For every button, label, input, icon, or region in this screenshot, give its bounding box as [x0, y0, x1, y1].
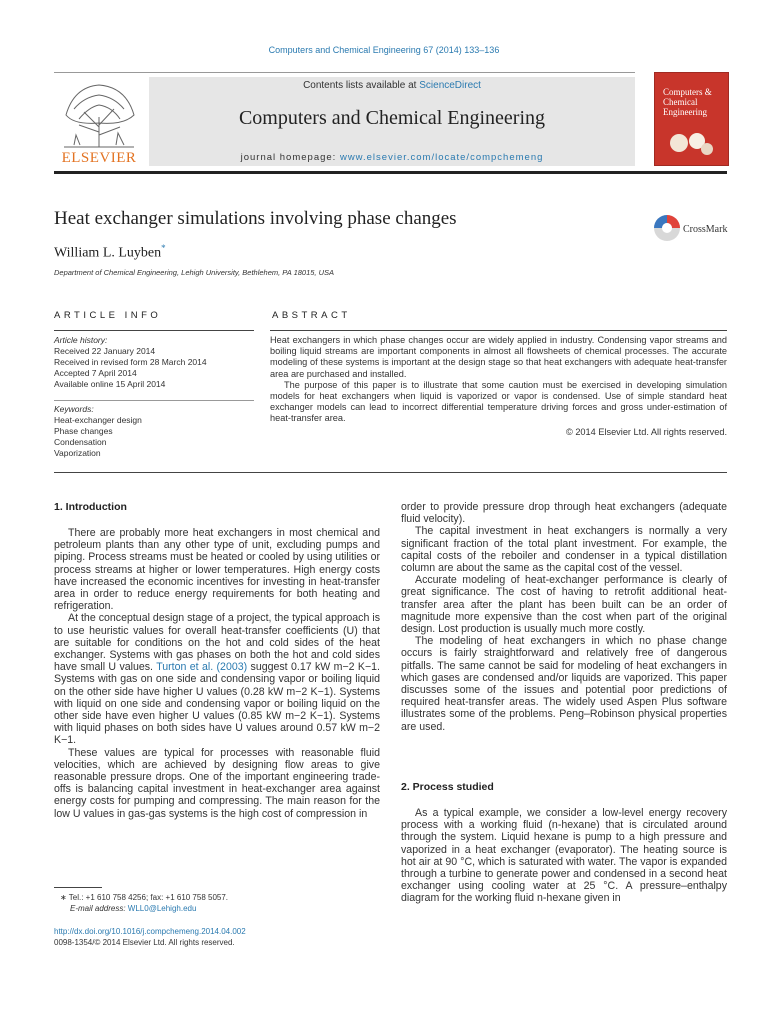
sciencedirect-link[interactable]: ScienceDirect [419, 80, 481, 91]
crossmark-icon[interactable] [652, 212, 682, 244]
email-label: E-mail address: [70, 904, 128, 913]
footnote-rule [54, 887, 102, 888]
cover-title: Computers & Chemical Engineering [663, 87, 712, 117]
abstract-paragraph: Heat exchangers in which phase changes occur are widely applied in industry. Condensing vapor streams and boiling liquid streams are important components in almost all flowsheets of chemical processes. The accurate modeling of these systems is important at the design stage so that heat exchangers with adequate heat-transfer area are purchased and installed. [270, 335, 727, 379]
right-paragraph: The capital investment in heat exchangers is normally a very significant fraction of the total plant investment. For example, the capital costs of the reboiler and condenser in a typical distillation column are about the same as the capital cost of the vessel. [401, 525, 727, 575]
abstract-copyright: © 2014 Elsevier Ltd. All rights reserved. [566, 426, 727, 437]
introduction-heading: 1. Introduction [54, 501, 127, 513]
journal-reference[interactable]: Computers and Chemical Engineering 67 (2014) 133–136 [268, 45, 500, 55]
process-section [401, 807, 727, 905]
keywords-rule [54, 400, 254, 401]
history-received: Received 22 January 2014 [54, 346, 156, 356]
abstract-paragraph: The purpose of this paper is to illustrate that some caution must be exercised in developing simulation models for heat exchangers when liquid is vaporized or vapor is condensed. Use of simple standard heat exchanger models can lead to incorrect differential temperature driving forces and gross under-estimation of heat-transfer area. [270, 379, 727, 424]
crossmark-label[interactable]: CrossMark [683, 224, 728, 235]
doi-link[interactable]: http://dx.doi.org/10.1016/j.compchemeng.2014.04.002 [54, 927, 246, 936]
abstract-heading: ABSTRACT [272, 310, 351, 321]
intro-text: suggest 0.17 kW m−2 K−1. Systems with gas on one side and condensing vapor or boiling liquid on the other side have higher U values (0.28 kW m−2 K−1). Systems with liquid on one side and condensing vapor or boiling liquid on the other side have even higher U values (0.85 kW m−2 K−1). Systems with liquid phases on both sides have U values around 0.57 kW m−2 K−1. [54, 661, 380, 747]
homepage-prefix: journal homepage: [240, 152, 340, 163]
doi-block [54, 926, 380, 948]
keyword-item: Phase changes [54, 426, 113, 436]
abstract-body [270, 335, 727, 438]
article-info-heading: ARTICLE INFO [54, 310, 162, 321]
contents-prefix: Contents lists available at [303, 80, 420, 91]
journal-title: Computers and Chemical Engineering [238, 107, 546, 129]
right-paragraph: The modeling of heat exchangers in which no phase change occurs is fairly straightforward and relatively free of dangerous pitfalls. The same cannot be said for modeling of heat exchangers in which gases are condensed and/or liquids are vaporized. This paper discusses some of the issues and potential poor predictions of required heat-transfer areas. The widely used Aspen Plus software illustrates some of the problems. Peng–Robinson physical properties are used. [401, 635, 727, 733]
right-column [401, 501, 727, 733]
keywords-block [54, 404, 254, 459]
article-info-rule [54, 330, 254, 331]
author-affiliation: Department of Chemical Engineering, Lehigh University, Bethlehem, PA 18015, USA [54, 268, 335, 277]
left-column [54, 527, 380, 820]
turton-citation-link[interactable]: Turton et al. (2003) [156, 661, 248, 674]
abstract-rule [270, 330, 727, 331]
right-paragraph: order to provide pressure drop through heat exchangers (adequate fluid velocity). [401, 501, 727, 526]
abstract-bottom-rule [54, 472, 727, 473]
author-text: William L. Luyben [54, 245, 162, 261]
cover-illustration [665, 129, 717, 157]
intro-text: At the conceptual design stage of a project, the typical approach is to use heuristic values for overall heat-transfer coefficients (U) that are suitable for conditions on the hot and cold sides of the heat exchanger. Systems with gas phases on both the hot and cold sides have small U values. [54, 612, 380, 674]
journal-homepage [149, 152, 635, 163]
history-online: Available online 15 April 2014 [54, 379, 166, 389]
footnotes [54, 892, 380, 914]
author-contact: ∗ Tel.: +1 610 758 4256; fax: +1 610 758 5057. [60, 893, 229, 902]
intro-paragraph: These values are typical for processes with reasonable fluid velocities, which are achieved by designing flow areas to give reasonable pressure drops. One of the important engineering trade-offs is balancing capital investment in heat-exchanger area against energy costs for pumping and compressing. The main reason for the low U values in gas-gas systems is the high cost of compression in [54, 746, 380, 820]
process-studied-heading: 2. Process studied [401, 781, 494, 793]
author-footnote-mark[interactable]: * [161, 243, 166, 253]
history-accepted: Accepted 7 April 2014 [54, 368, 137, 378]
intro-paragraph [54, 612, 380, 746]
header-top-rule [54, 72, 635, 73]
paper-title: Heat exchanger simulations involving phase changes [54, 208, 457, 229]
email-link[interactable]: WLL0@Lehigh.edu [127, 904, 197, 913]
right-paragraph: Accurate modeling of heat-exchanger performance is clearly of great significance. The cost of having to retrofit additional heat-transfer area after the plant has been built can be an order of magnitude more expensive than the cost when part of the original design. Lost production is usually much more costly. [401, 574, 727, 636]
process-paragraph: As a typical example, we consider a low-level energy recovery process with a working fluid (n-hexane) that is circulated around through the system. Liquid hexane is pump to a high pressure and vaporized in a heat exchanger (evaporator). The heating source is hot air at 90 °C, which is saturated with water. The vapor is expanded through a turbine to generate power and condensed in a second heat exchanger using cooling water at 25 °C. A pressure–enthalpy diagram for the working fluid n-hexane given in [401, 807, 727, 905]
intro-paragraph: There are probably more heat exchangers in most chemical and petroleum plants than any other type of unit, excluding pumps and piping. Process streams must be heated or cooled by using utilities or process streams at higher or lower temperatures. High energy costs have increased the economic incentives for investing in heat-transfer area in order to reduce energy requirements for both heating and refrigeration. [54, 527, 380, 613]
journal-cover[interactable] [654, 72, 729, 166]
homepage-link[interactable]: www.elsevier.com/locate/compchemeng [339, 152, 544, 163]
elsevier-wordmark[interactable]: ELSEVIER [61, 150, 137, 166]
history-revised: Received in revised form 28 March 2014 [54, 357, 207, 367]
keyword-item: Vaporization [54, 448, 101, 458]
keywords-label: Keywords: [54, 404, 94, 414]
keyword-item: Condensation [54, 437, 107, 447]
contents-line [149, 80, 635, 91]
history-label: Article history: [54, 335, 108, 345]
header-bottom-rule [54, 171, 727, 174]
author-name [54, 243, 166, 262]
issn-line: 0098-1354/© 2014 Elsevier Ltd. All rights reserved. [54, 938, 235, 947]
email-line [54, 903, 380, 914]
keyword-item: Heat-exchanger design [54, 415, 142, 425]
article-history [54, 335, 254, 390]
